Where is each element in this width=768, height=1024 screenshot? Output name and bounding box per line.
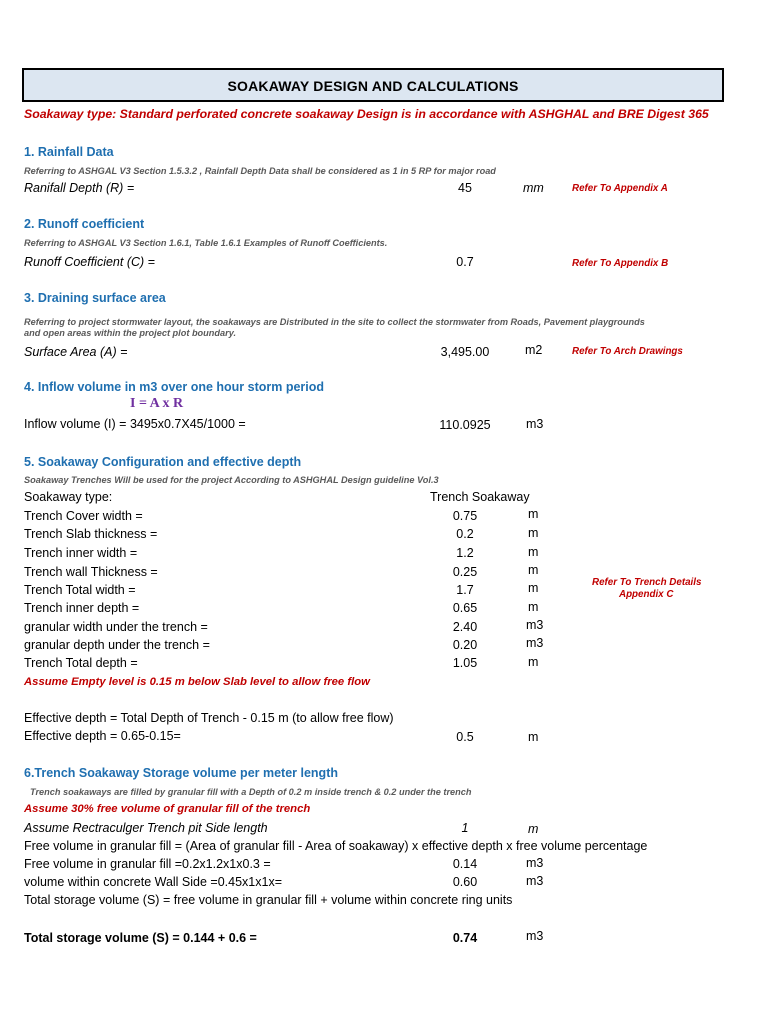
side-length-unit: m	[528, 822, 539, 836]
inflow-volume-label: Inflow volume (I) = 3495x0.7X45/1000 =	[24, 417, 246, 431]
section-3-note-2: and open areas within the project plot boundary.	[24, 328, 237, 338]
soakaway-type-value: Trench Soakaway	[430, 490, 530, 504]
config-row-label: granular width under the trench =	[24, 620, 208, 634]
section-3-note-1: Referring to project stormwater layout, the soakaways are Distributed in the site to collect the stormwater from Roads, Pavement playgrounds	[24, 317, 645, 327]
free-volume-assumption: Assume 30% free volume of granular fill of the trench	[24, 803, 311, 815]
ref-arch-drawings: Refer To Arch Drawings	[572, 346, 683, 357]
section-3-header: 3. Draining surface area	[24, 291, 166, 305]
page-title: SOAKAWAY DESIGN AND CALCULATIONS	[227, 78, 519, 94]
config-row-value: 2.40	[452, 620, 478, 634]
config-row-label: granular depth under the trench =	[24, 638, 210, 652]
free-volume-formula: Free volume in granular fill = (Area of granular fill - Area of soakaway) x effective depth x free volume percentage	[24, 839, 648, 853]
effective-depth-unit: m	[528, 730, 539, 744]
surface-area-label: Surface Area (A) =	[24, 345, 128, 359]
inflow-volume-unit: m3	[526, 417, 544, 431]
soakaway-type-label: Soakaway type:	[24, 490, 113, 504]
rainfall-depth-unit: mm	[523, 181, 544, 195]
config-row-label: Trench wall Thickness =	[24, 565, 158, 579]
wall-volume-unit: m3	[526, 874, 544, 888]
section-4-header: 4. Inflow volume in m3 over one hour storm period	[24, 380, 325, 394]
side-length-value: 1	[461, 821, 469, 835]
config-row-unit: m	[528, 600, 539, 614]
section-2-note: Referring to ASHGAL V3 Section 1.6.1, Table 1.6.1 Examples of Runoff Coefficients.	[24, 238, 388, 248]
config-row-value: 0.65	[452, 601, 478, 615]
ref-trench-details: Refer To Trench Details	[592, 577, 702, 588]
inflow-formula: I = A x R	[130, 396, 184, 411]
runoff-coefficient-label: Runoff Coefficient (C) =	[24, 255, 155, 269]
config-row-value: 0.2	[456, 527, 474, 541]
config-row-value: 0.20	[452, 638, 478, 652]
config-row-unit: m	[528, 507, 539, 521]
ref-appendix-b: Refer To Appendix B	[572, 258, 669, 269]
section-2-header: 2. Runoff coefficient	[24, 217, 145, 231]
section-5-note: Soakaway Trenches Will be used for the project According to ASHGHAL Design guideline Vol.3	[24, 475, 439, 485]
config-row-label: Trench inner width =	[24, 546, 138, 560]
section-1-note: Referring to ASHGAL V3 Section 1.5.3.2 , Rainfall Depth Data shall be considered as 1 in 5 RP for major road	[24, 166, 496, 176]
config-row-unit: m	[528, 526, 539, 540]
surface-area-unit: m2	[525, 343, 543, 357]
config-row-unit: m	[528, 581, 539, 595]
config-row-value: 1.05	[452, 656, 478, 670]
inflow-volume-value: 110.0925	[439, 418, 491, 432]
rainfall-depth-label: Ranifall Depth (R) =	[24, 181, 135, 195]
effective-depth-label: Effective depth = 0.65-0.15=	[24, 729, 181, 743]
config-row-value: 0.25	[452, 565, 478, 579]
empty-level-assumption: Assume Empty level is 0.15 m below Slab level to allow free flow	[24, 676, 370, 688]
config-row-label: Trench Slab thickness =	[24, 527, 158, 541]
wall-volume-label: volume within concrete Wall Side =0.45x1x1x=	[24, 875, 283, 889]
runoff-coefficient-value: 0.7	[456, 255, 474, 269]
total-storage-label: Total storage volume (S) = 0.144 + 0.6 =	[24, 931, 257, 945]
effective-depth-definition: Effective depth = Total Depth of Trench - 0.15 m (to allow free flow)	[24, 711, 394, 725]
config-row-unit: m	[528, 655, 539, 669]
config-row-value: 1.7	[456, 583, 474, 597]
total-storage-unit: m3	[526, 929, 544, 943]
section-5-header: 5. Soakaway Configuration and effective depth	[24, 455, 302, 469]
config-row-label: Trench inner depth =	[24, 601, 140, 615]
config-row-unit: m3	[526, 618, 544, 632]
rainfall-depth-value: 45	[458, 181, 472, 195]
surface-area-value: 3,495.00	[440, 345, 490, 359]
config-row-label: Trench Total width =	[24, 583, 136, 597]
ref-appendix-c: Appendix C	[619, 589, 674, 600]
free-volume-unit: m3	[526, 856, 544, 870]
config-row-value: 1.2	[456, 546, 474, 560]
config-row-unit: m	[528, 545, 539, 559]
section-6-note: Trench soakaways are filled by granular fill with a Depth of 0.2 m inside trench & 0.2 under the trench	[30, 787, 472, 797]
ref-appendix-a: Refer To Appendix A	[572, 183, 668, 194]
effective-depth-value: 0.5	[456, 730, 474, 744]
subtitle: Soakaway type: Standard perforated concrete soakaway Design is in accordance with ASHGHAL and BRE Digest 365	[24, 107, 709, 121]
section-1-header: 1. Rainfall Data	[24, 145, 114, 159]
side-length-label: Assume Rectraculger Trench pit Side length	[24, 821, 268, 835]
total-storage-formula: Total storage volume (S) = free volume in granular fill + volume within concrete ring units	[24, 893, 513, 907]
total-storage-value: 0.74	[452, 931, 478, 945]
config-row-unit: m	[528, 563, 539, 577]
free-volume-label: Free volume in granular fill =0.2x1.2x1x0.3 =	[24, 857, 271, 871]
config-row-unit: m3	[526, 636, 544, 650]
config-row-value: 0.75	[452, 509, 478, 523]
section-6-header: 6.Trench Soakaway Storage volume per meter length	[24, 766, 338, 780]
wall-volume-value: 0.60	[452, 875, 478, 889]
config-row-label: Trench Total depth =	[24, 656, 138, 670]
config-row-label: Trench Cover width =	[24, 509, 143, 523]
free-volume-value: 0.14	[452, 857, 478, 871]
title-box	[22, 68, 724, 102]
